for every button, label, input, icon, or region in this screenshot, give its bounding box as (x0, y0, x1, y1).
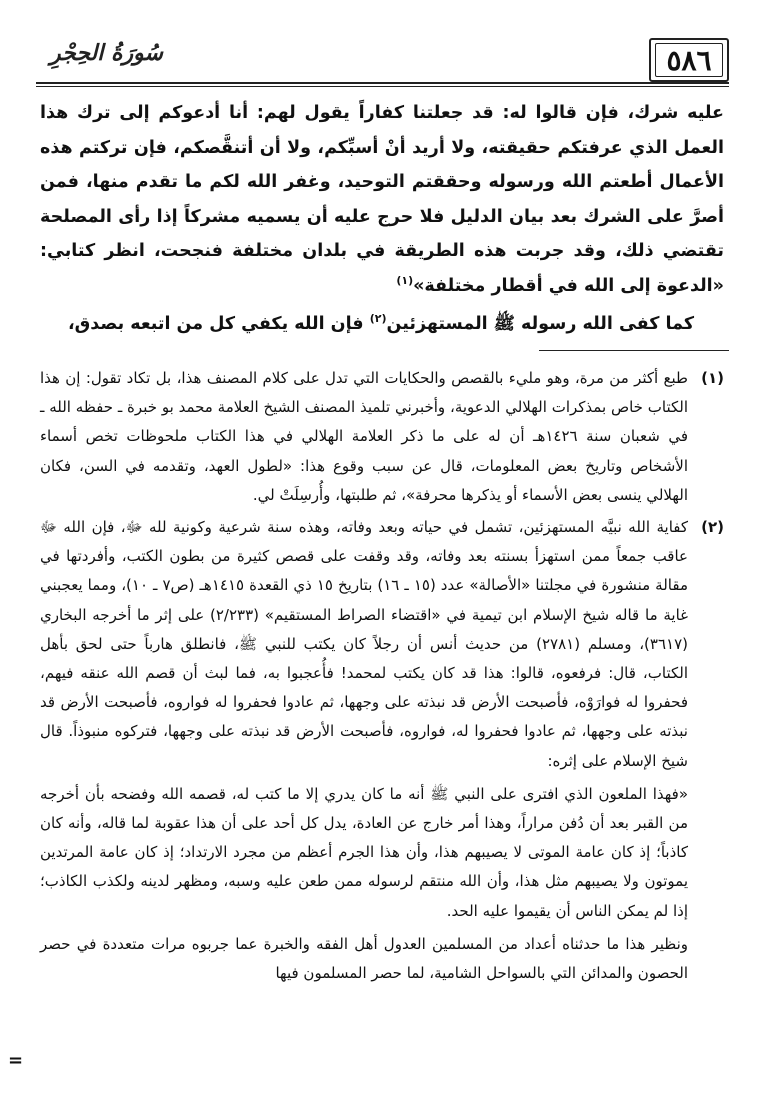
page-number: ٥٨٦ (649, 38, 729, 82)
page-header (36, 36, 729, 86)
footnote-1 (40, 364, 724, 510)
main-text (40, 96, 724, 342)
footnote-text: كفاية الله نبيَّه المستهزئين، تشمل في حياته وبعد وفاته، وهذه سنة شرعية وكونية لله ﷻ، فإن الله ﷻ عاقب جمعاً ممن استهزأ بسنته بعد وفاته، وقد وقفت على قصص كثيرة من بطون الكتب، وأفردتها في مقالة منشورة في مجلتنا «الأصالة» عدد (١٥ ـ ١٦) بتاريخ ١٥ ذي القعدة ١٤١٥هـ (ص٧ ـ ١٠)، ومما يعجبني غاية ما قاله شيخ الإسلام ابن تيمية في «اقتضاء الصراط المستقيم» (٢/٢٣٣) على إثر ما أخرجه البخاري (٣٦١٧)، ومسلم (٢٧٨١) من حديث أنس أن رجلاً كان يكتب للنبي ﷺ، فانطلق هارباً حتى لحق بأهل الكتاب، قال: فرفعوه، قالوا: هذا قد كان يكتب لمحمد! فأُعجبوا به، فما لبث أن قصم الله عنقه فيهم، فحفروا له فوارَوْه، فأصبحت الأرض قد نبذته على وجهها، ثم عادوا فحفروا له فواروه، فأصبحت الأرض قد نبذته على وجهها، ثم عادوا فحفروا له، فواروه، فأصبحت الأرض قد نبذته على وجهها، فتركوه منبوذاً. قال شيخ الإسلام على إثره: (40, 518, 688, 770)
main-paragraph-1-text: عليه شرك، فإن قالوا له: قد جعلتنا كفاراً يقول لهم: أنا أدعوكم إلى ترك هذا العمل الذي عرفتكم حقيقته، ولا أريد أنْ أسبِّكم، ولا أن أتنقَّصكم، فإن تركتم هذه الأعمال أطعتم الله ورسوله وحققتم التوحيد، وغفر الله لكم ما تقدم منها، فمن أصرَّ على الشرك بعد بيان الدليل فلا حرج عليه أن يسميه مشركاً إذا رأى المصلحة تقتضي ذلك، وقد جربت هذه الطريقة في بلدان مختلفة فنجحت، انظر كتابي: «الدعوة إلى الله في أقطار مختلفة» (40, 103, 724, 296)
main-paragraph-2-text-a: كما كفى الله رسوله ﷺ المستهزئين (386, 314, 694, 334)
header-rule-thin (36, 86, 729, 87)
footnote-ref-2: (٢) (369, 312, 387, 326)
footnote-number: (١) (701, 369, 724, 387)
main-paragraph-1 (40, 96, 724, 303)
main-paragraph-2-text-b: فإن الله يكفي كل من اتبعه بصدق، (67, 314, 370, 334)
footnote-2 (40, 513, 724, 988)
main-paragraph-2 (40, 307, 724, 342)
footnote-text: طبع أكثر من مرة، وهو مليء بالقصص والحكايات التي تدل على كلام المصنف هذا، بل تكاد تقول: إن هذا الكتاب خاص بمذكرات الهلالي الدعوية، وأخبرني تلميذ المصنف الشيخ العلامة محمد بو خبرة ـ حفظه الله ـ في شعبان سنة ١٤٢٦هـ أن له على ما ذكر العلامة الهلالي في هذا الكتاب ملحوظات تخص أسماء الأشخاص وتاريخ بعض المعلومات، قال عن سبب وقوع هذا: «لطول العهد، وتقدمه في السن، فكان الهلالي ينسى بعض الأسماء أو يذكرها محرفة»، ثم طلبتها، وأُرسِلَتْ لي. (40, 369, 688, 504)
footnote-number: (٢) (701, 518, 724, 537)
footnote-continuation: ونظير هذا ما حدثناه أعداد من المسلمين العدول أهل الفقه والخبرة عما جربوه مرات متعددة في حصر الحصون والمدائن التي بالسواحل الشامية، لما حصر المسلمون فيها (40, 934, 688, 983)
header-rule (36, 82, 729, 84)
footnote-divider (539, 350, 729, 351)
surah-title: سُورَةُ الحِجْرِ (50, 40, 163, 66)
footnote-ref-1: (١) (396, 273, 414, 287)
continuation-mark: = (8, 1050, 24, 1071)
footnotes (40, 364, 724, 988)
footnote-quote: «فهذا الملعون الذي افترى على النبي ﷺ أنه ما كان يدري إلا ما كتب له، قصمه الله وفضحه بأن أخرجه من القبر بعد أن دُفن مراراً، وهذا أمر خارج عن العادة، يدل كل أحد على أن هذا عقوبة لما قاله، وأنه كان كاذباً؛ إذ كان عامة الموتى لا يصيبهم هذا، وأن هذا الجرم أعظم من مجرد الارتداد؛ إذ كان عامة المرتدين يموتون ولا يصيبهم مثل هذا، وأن الله منتقم لرسوله ممن طعن عليه وسبه، ومظهر لدينه ولكذب الكاذب؛ إذا لم يمكن الناس أن يقيموا عليه الحد. (40, 784, 688, 920)
